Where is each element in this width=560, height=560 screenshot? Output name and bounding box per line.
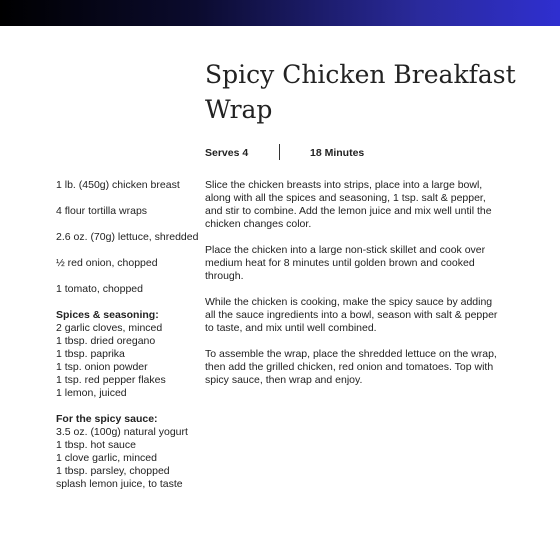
ingredient-item: 1 lemon, juiced — [56, 387, 127, 399]
ingredient-item: 1 tsp. red pepper flakes — [56, 374, 166, 386]
method-step: While the chicken is cooking, make the spicy sauce by adding all the sauce ingredients into a bowl, season with salt & pepper to taste, and mix until well combined. — [205, 296, 498, 334]
method-step: Place the chicken into a large non-stick skillet and cook over medium heat for 8 minutes until golden brown and cooked through. — [205, 244, 486, 282]
cook-time: 18 Minutes — [310, 147, 365, 159]
ingredient-item: 3.5 oz. (100g) natural yogurt — [56, 426, 188, 438]
method-steps — [205, 179, 505, 400]
ingredient-item: 1 tsp. onion powder — [56, 361, 148, 373]
ingredient-item: 4 flour tortilla wraps — [56, 205, 148, 217]
ingredient-item: 1 lb. (450g) chicken breast — [56, 179, 180, 191]
ingredient-item: ½ red onion, chopped — [56, 257, 158, 269]
ingredient-item: 2.6 oz. (70g) lettuce, shredded — [56, 231, 199, 243]
meta-divider — [279, 144, 280, 160]
ingredient-item: 1 clove garlic, minced — [56, 452, 157, 464]
spices-group — [56, 309, 201, 400]
ingredients-list — [56, 179, 201, 504]
recipe-title: Spicy Chicken Breakfast Wrap — [205, 60, 516, 124]
method-step: To assemble the wrap, place the shredded lettuce on the wrap, then add the grilled chicken, red onion and tomatoes. Top with spicy sauce, then wrap and enjoy. — [205, 348, 497, 386]
ingredient-item: 1 tbsp. parsley, chopped — [56, 465, 170, 477]
spices-heading: Spices & seasoning: — [56, 309, 159, 321]
ingredient-item: 2 garlic cloves, minced — [56, 322, 163, 334]
ingredient-item: 1 tomato, chopped — [56, 283, 143, 295]
ingredient-item: 1 tbsp. hot sauce — [56, 439, 136, 451]
recipe-meta — [205, 144, 525, 164]
ingredient-item: splash lemon juice, to taste — [56, 478, 183, 490]
header-gradient-band — [0, 0, 560, 26]
ingredient-item: 1 tbsp. paprika — [56, 348, 125, 360]
ingredient-item: 1 tbsp. dried oregano — [56, 335, 156, 347]
servings: Serves 4 — [205, 147, 249, 159]
sauce-group — [56, 413, 201, 491]
sauce-heading: For the spicy sauce: — [56, 413, 158, 425]
method-step: Slice the chicken breasts into strips, place into a large bowl, along with all the spices and seasoning, 1 tsp. salt & pepper, and stir to combine. Add the lemon juice and mix well until the chicken changes color. — [205, 179, 492, 230]
